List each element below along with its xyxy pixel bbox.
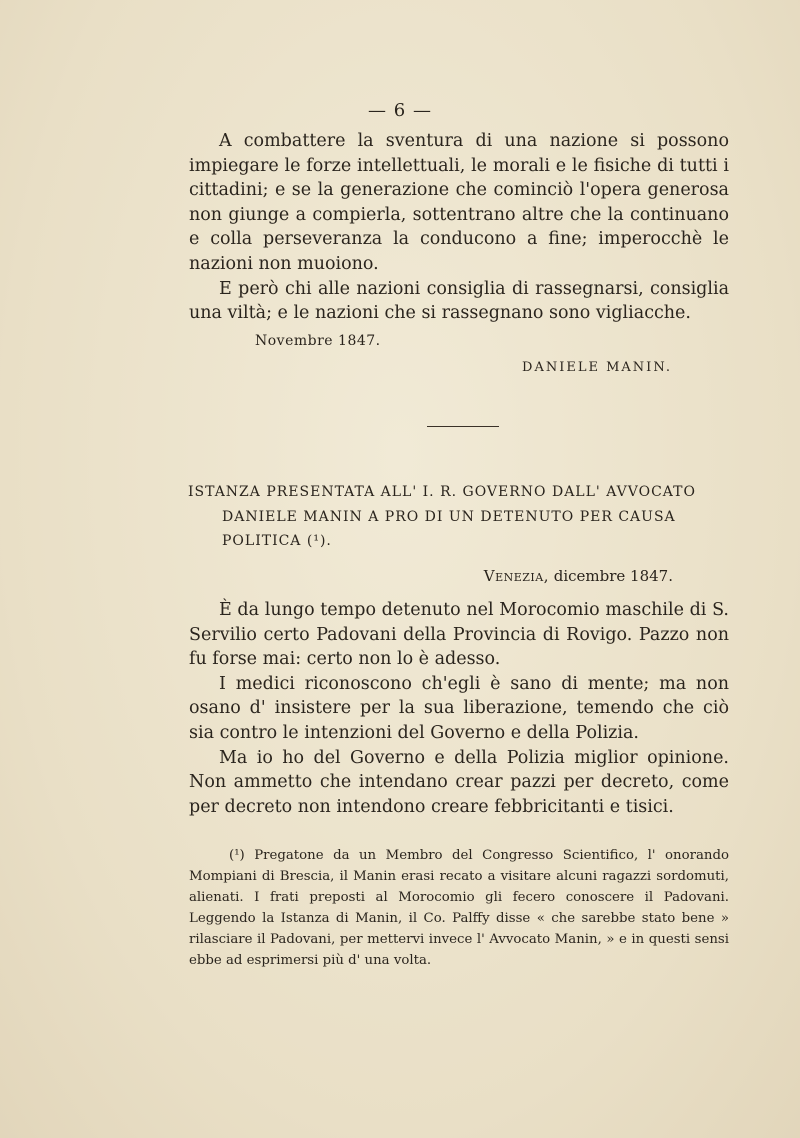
body-paragraph-3: Ma io ho del Governo e della Polizia miglior opinione. Non ammetto che intendano crear pazzi per decreto, come per decreto non intendono creare febbricitanti e tisici.	[189, 747, 729, 817]
signature: DANIELE MANIN.	[522, 360, 672, 375]
intro-text	[189, 129, 729, 326]
section-title	[188, 480, 728, 554]
intro-paragraph-2: E però chi alle nazioni consiglia di rassegnarsi, consiglia una viltà; e le nazioni che si rassegnano sono vigliacche.	[189, 278, 729, 324]
place-date	[484, 567, 673, 585]
body-paragraph-1: È da lungo tempo detenuto nel Morocomio maschile di S. Servilio certo Padovani della Provincia di Rovigo. Pazzo non fu forse mai: certo non lo è adesso.	[189, 600, 729, 670]
intro-paragraph-1: A combattere la sventura di una nazione si possono impiegare le forze intellettuali, le morali e le fisiche di tutti i cittadini; e se la generazione che cominciò l'opera generosa non giunge a compierla, sottentrano altre che la continuano e colla perseveranza la conducono a fine; imperocchè le nazioni non muoiono.	[189, 131, 729, 274]
date-line: Novembre 1847.	[255, 333, 381, 349]
body-text	[189, 598, 729, 819]
section-title-rest: DANIELE MANIN A PRO DI UN DETENUTO PER CAUSA POLITICA (¹).	[222, 508, 676, 549]
body-paragraph-2: I medici riconoscono ch'egli è sano di mente; ma non osano d' insistere per la sua liberazione, temendo che ciò sia contro le intenzioni del Governo e della Polizia.	[189, 673, 729, 743]
place-name: Venezia,	[483, 567, 549, 585]
footnote-text: (¹) Pregatone da un Membro del Congresso Scientifico, l' onorando Mompiani di Brescia, il Manin erasi recato a visitare alcuni ragazzi sordomuti, alienati. I frati preposti al Morocomio gli fecero conoscere il Padovani. Leggendo la Istanza di Manin, il Co. Palffy disse « che sarebbe stato bene » rilasciare il Padovani, per mettervi invece l' Avvocato Manin, » e in questi sensi ebbe ad esprimersi più d' una volta.	[189, 848, 729, 968]
place-date-value: dicembre 1847.	[548, 567, 673, 585]
section-divider	[427, 426, 499, 427]
footnote	[189, 845, 729, 971]
page-number: — 6 —	[368, 100, 432, 121]
section-title-line-1: ISTANZA PRESENTATA ALL' I. R. GOVERNO DALL' AVVOCATO	[188, 484, 696, 500]
